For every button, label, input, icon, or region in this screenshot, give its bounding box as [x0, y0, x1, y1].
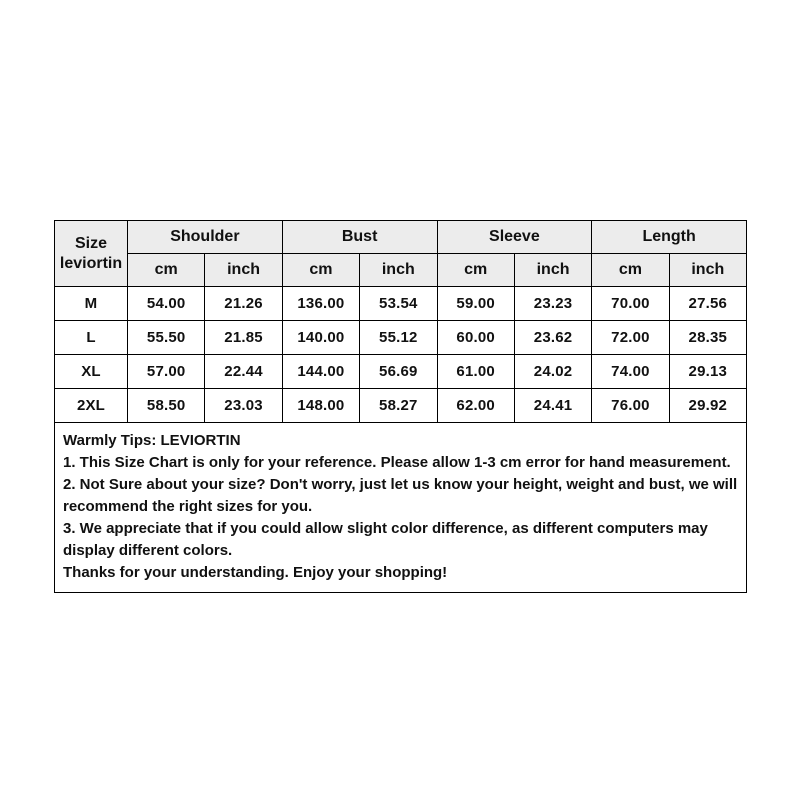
size-header-line2: leviortin: [59, 254, 123, 272]
tips-cell: [55, 423, 747, 593]
value-cell: 61.00: [437, 355, 514, 389]
column-header-shoulder: Shoulder: [128, 221, 283, 254]
unit-header-shoulder-cm: cm: [128, 254, 205, 287]
tip-line: Thanks for your understanding. Enjoy your shopping!: [63, 564, 448, 581]
value-cell: 21.85: [205, 321, 282, 355]
value-cell: 22.44: [205, 355, 282, 389]
column-header-bust: Bust: [282, 221, 437, 254]
value-cell: 58.27: [360, 389, 437, 423]
value-cell: 76.00: [592, 389, 669, 423]
unit-header-bust-inch: inch: [360, 254, 437, 287]
size-chart-image: [54, 220, 747, 593]
value-cell: 53.54: [360, 287, 437, 321]
table-row: [55, 287, 747, 321]
size-table-header: [55, 221, 747, 287]
value-cell: 70.00: [592, 287, 669, 321]
value-cell: 59.00: [437, 287, 514, 321]
value-cell: 21.26: [205, 287, 282, 321]
value-cell: 23.03: [205, 389, 282, 423]
size-column-header: [55, 221, 128, 287]
tip-line: Warmly Tips: LEVIORTIN: [63, 432, 241, 449]
value-cell: 28.35: [669, 321, 746, 355]
unit-header-sleeve-inch: inch: [514, 254, 591, 287]
value-cell: 56.69: [360, 355, 437, 389]
size-cell: XL: [55, 355, 128, 389]
tips-row: [55, 423, 747, 593]
size-table-body: [55, 287, 747, 423]
value-cell: 136.00: [282, 287, 359, 321]
size-cell: 2XL: [55, 389, 128, 423]
unit-header-bust-cm: cm: [282, 254, 359, 287]
unit-header-sleeve-cm: cm: [437, 254, 514, 287]
value-cell: 72.00: [592, 321, 669, 355]
value-cell: 58.50: [128, 389, 205, 423]
value-cell: 23.62: [514, 321, 591, 355]
value-cell: 29.92: [669, 389, 746, 423]
size-header-line1: Size: [74, 234, 107, 252]
value-cell: 54.00: [128, 287, 205, 321]
value-cell: 55.12: [360, 321, 437, 355]
value-cell: 27.56: [669, 287, 746, 321]
value-cell: 29.13: [669, 355, 746, 389]
value-cell: 23.23: [514, 287, 591, 321]
column-header-length: Length: [592, 221, 747, 254]
size-table-footer: [55, 423, 747, 593]
value-cell: 24.41: [514, 389, 591, 423]
value-cell: 60.00: [437, 321, 514, 355]
value-cell: 144.00: [282, 355, 359, 389]
table-row: [55, 321, 747, 355]
unit-header-shoulder-inch: inch: [205, 254, 282, 287]
value-cell: 55.50: [128, 321, 205, 355]
tip-line: 1. This Size Chart is only for your reference. Please allow 1-3 cm error for hand measurement.: [63, 454, 731, 471]
measure-header-row: [55, 221, 747, 254]
unit-header-length-cm: cm: [592, 254, 669, 287]
value-cell: 24.02: [514, 355, 591, 389]
value-cell: 57.00: [128, 355, 205, 389]
value-cell: 148.00: [282, 389, 359, 423]
value-cell: 62.00: [437, 389, 514, 423]
unit-header-length-inch: inch: [669, 254, 746, 287]
tip-line: 2. Not Sure about your size? Don't worry, just let us know your height, weight and bust, we will recommend the right sizes for you.: [63, 476, 738, 515]
size-cell: L: [55, 321, 128, 355]
table-row: [55, 355, 747, 389]
size-cell: M: [55, 287, 128, 321]
tip-line: 3. We appreciate that if you could allow slight color difference, as different computers may display different colors.: [63, 520, 708, 559]
column-header-sleeve: Sleeve: [437, 221, 592, 254]
table-row: [55, 389, 747, 423]
value-cell: 140.00: [282, 321, 359, 355]
value-cell: 74.00: [592, 355, 669, 389]
size-chart-table: [54, 220, 747, 593]
unit-header-row: [55, 254, 747, 287]
tips-block: [63, 430, 738, 584]
